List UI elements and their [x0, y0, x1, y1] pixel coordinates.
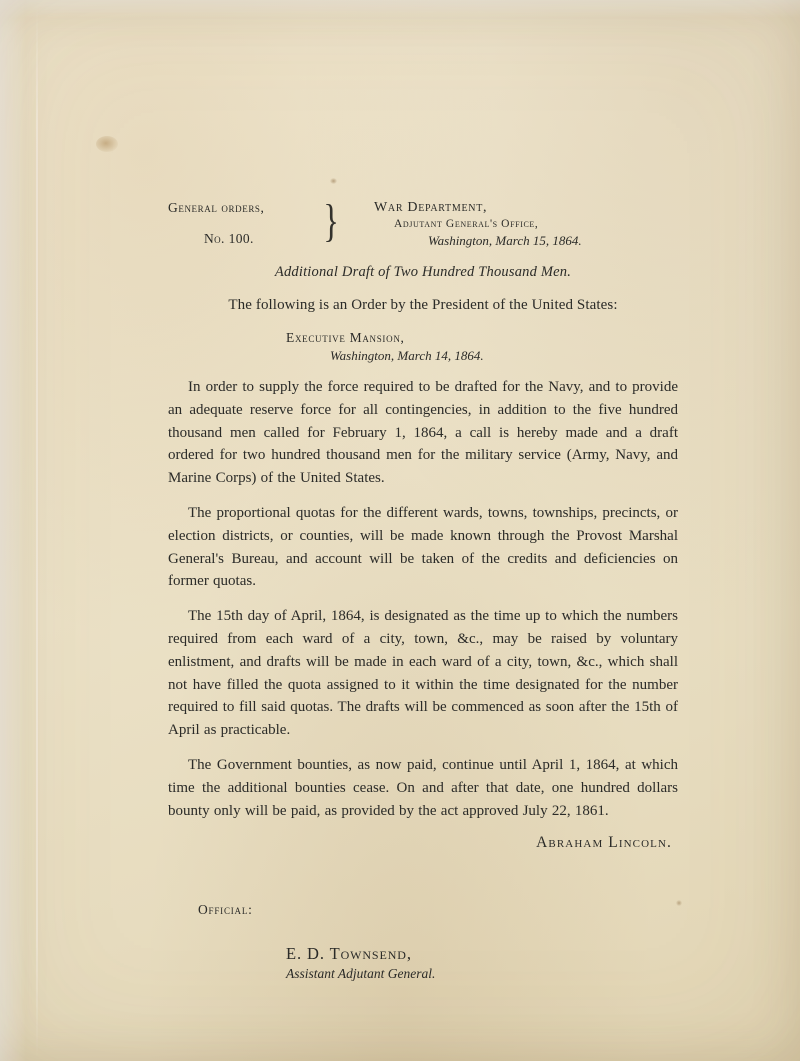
- war-department-label: War Department,: [374, 200, 488, 215]
- general-orders-label: General orders,: [168, 200, 265, 215]
- paper-left-edge-shading: [0, 0, 26, 1061]
- body-paragraph-3: The 15th day of April, 1864, is designated as the time up to which the numbers required from each ward of a city, town, &c., may be raised by voluntary enlistment, and drafts will be made in each ward of a city, town, &c., which shall not have filled the quota assigned to it within the time designated for the number required to fill said quotas. The drafts will be commenced as soon after the 15th of April as practicable.: [168, 608, 678, 739]
- masthead-place-date: Washington, March 15, 1864.: [428, 233, 582, 248]
- department-block: [366, 200, 678, 249]
- body-paragraph-2: The proportional quotas for the different wards, towns, townships, precincts, or election districts, or counties, will be made known through the Provost Marshal General's Bureau, and account will be taken of the credits and deficiencies on former quotas.: [168, 504, 678, 590]
- adjutant-general-office-label: Adjutant General's Office,: [394, 218, 539, 230]
- masthead: [168, 195, 678, 258]
- document-text-block: [168, 195, 678, 982]
- document-subject: Additional Draft of Two Hundred Thousand Men.: [274, 264, 572, 280]
- executive-mansion-place-date: Washington, March 14, 1864.: [330, 348, 484, 363]
- body-paragraph-4: The Government bounties, as now paid, continue until April 1, 1864, at which time the additional bounties cease. On and after that date, one hundred dollars bounty only will be paid, as provided by the act approved July 22, 1861.: [168, 756, 678, 819]
- document-intro: The following is an Order by the President of the United States:: [228, 297, 618, 313]
- signee-name: E. D. Townsend,: [286, 944, 412, 964]
- body-paragraph-1: In order to supply the force required to be drafted for the Navy, and to provide an adequate reserve force for all contingencies, in addition to the five hundred thousand men called for February 1, 1864, a call is hereby made and a draft ordered for two hundred thousand men for the military service (Army, Navy, and Marine Corps) of the United States.: [168, 379, 678, 487]
- executive-mansion-heading: Executive Mansion,: [286, 330, 405, 345]
- general-orders-number: No. 100.: [204, 231, 254, 246]
- paper-fold-line: [36, 0, 38, 1061]
- brace-glyph: }: [323, 195, 339, 246]
- paper-stain-upper-left: [96, 136, 118, 152]
- general-orders-block: [168, 200, 318, 247]
- official-label: Official:: [198, 902, 253, 918]
- paper-top-edge-shading: [0, 0, 800, 18]
- executive-mansion-block: [168, 330, 678, 364]
- paper-speck-upper-center: [330, 178, 337, 184]
- signee-title: Assistant Adjutant General.: [286, 966, 436, 982]
- president-signature: Abraham Lincoln.: [536, 834, 672, 852]
